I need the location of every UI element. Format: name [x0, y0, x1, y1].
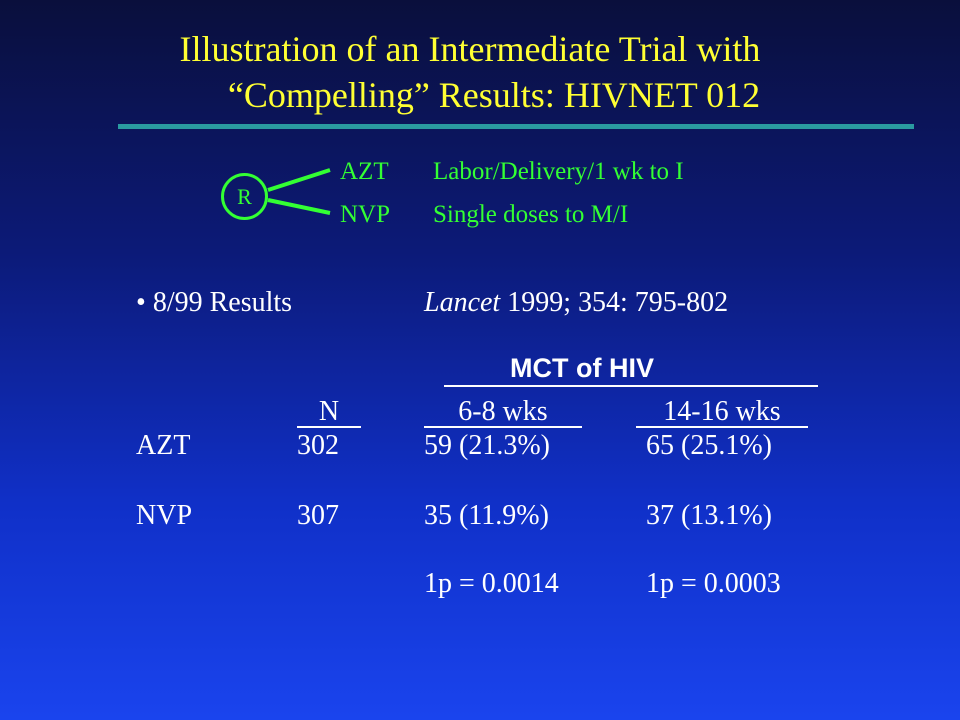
branch-line-nvp — [268, 200, 330, 213]
column-header-14-16-wks: 14-16 wks — [636, 396, 808, 428]
pvalue-14-16-wks: 1p = 0.0003 — [646, 568, 781, 599]
bullet-glyph: • — [136, 287, 146, 318]
pvalue-6-8-wks: 1p = 0.0014 — [424, 568, 559, 599]
arm-regimen-azt: Labor/Delivery/1 wk to I — [433, 158, 684, 185]
row-nvp-14-16-wks: 37 (13.1%) — [646, 500, 772, 531]
row-nvp-6-8-wks: 35 (11.9%) — [424, 500, 549, 531]
arm-regimen-nvp: Single doses to M/I — [433, 201, 629, 228]
randomization-circle: R — [221, 173, 268, 220]
slide-title-line-2: “Compelling” Results: HIVNET 012 — [227, 75, 761, 115]
arm-drug-nvp: NVP — [340, 201, 391, 228]
results-label: 8/99 Results — [152, 287, 293, 318]
arm-drug-azt: AZT — [340, 158, 389, 185]
row-azt-14-16-wks: 65 (25.1%) — [646, 430, 772, 461]
group-header-label: MCT of HIV — [510, 353, 654, 383]
title-divider — [118, 124, 914, 129]
citation-details: 1999; 354: 795-802 — [500, 287, 729, 318]
row-nvp-n: 307 — [297, 500, 339, 531]
results-bullet — [136, 287, 292, 319]
column-header-6-8-wks: 6-8 wks — [424, 396, 582, 428]
row-azt-arm: AZT — [136, 430, 191, 461]
row-nvp-arm: NVP — [136, 500, 193, 531]
column-header-n: N — [297, 396, 361, 428]
citation — [424, 287, 728, 319]
branch-line-azt — [268, 170, 330, 190]
slide-title-line-1: Illustration of an Intermediate Trial with — [179, 29, 761, 69]
row-azt-n: 302 — [297, 430, 339, 461]
citation-journal: Lancet — [424, 287, 501, 318]
row-azt-6-8-wks: 59 (21.3%) — [424, 430, 550, 461]
group-header — [444, 352, 818, 387]
